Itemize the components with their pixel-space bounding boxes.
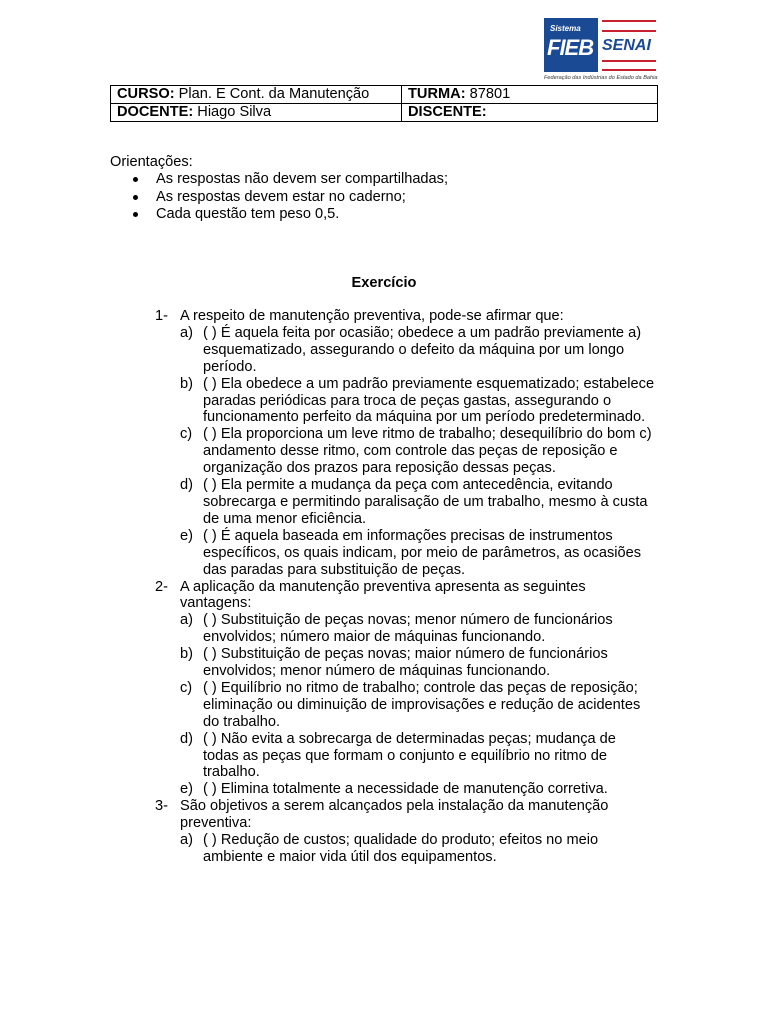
curso-label: CURSO: bbox=[117, 86, 175, 102]
question-number: 3- bbox=[155, 798, 168, 815]
question-3 bbox=[155, 798, 655, 866]
option-text: ( ) É aquela baseada em informações precisas de instrumentos específicos, os quais indicam, por meio de parâmetros, as ocasiões das paradas para substituição de peças. bbox=[203, 527, 642, 578]
option-text: ( ) Não evita a sobrecarga de determinadas peças; mudança de todas as peças que formam o conjunto e equilíbrio no ritmo de trabalho. bbox=[203, 730, 616, 781]
option-letter: e) bbox=[180, 527, 193, 544]
logo-stripe bbox=[602, 20, 656, 22]
option-item bbox=[155, 477, 655, 528]
logo-stripe bbox=[602, 30, 656, 32]
logo-fieb-text: FIEB bbox=[547, 35, 594, 60]
logo-stripe bbox=[602, 60, 656, 62]
option-text: ( ) Ela proporciona um leve ritmo de trabalho; desequilíbrio do bom c) andamento desse ritmo, com controle das peças de reposição e organização dos prazos para reposição dessas peças. bbox=[203, 426, 652, 477]
option-item bbox=[155, 325, 655, 376]
option-letter: c) bbox=[180, 426, 193, 443]
curso-cell bbox=[111, 86, 402, 104]
option-item bbox=[155, 646, 655, 680]
option-text: ( ) É aquela feita por ocasião; obedece a um padrão previamente a) esquematizado, assegurando o defeito da máquina por um longo período. bbox=[203, 324, 642, 375]
question-header bbox=[155, 308, 655, 325]
logo-senai-text: SENAI bbox=[602, 37, 651, 54]
option-item bbox=[155, 528, 655, 579]
option-letter: a) bbox=[180, 832, 193, 849]
logo-stripe bbox=[602, 69, 656, 71]
option-text: ( ) Redução de custos; qualidade do produto; efeitos no meio ambiente e maior vida útil dos equipamentos. bbox=[203, 832, 599, 865]
option-letter: b) bbox=[180, 646, 193, 663]
fieb-logo-block bbox=[544, 18, 598, 72]
option-letter: a) bbox=[180, 324, 193, 341]
docente-label: DOCENTE: bbox=[117, 104, 194, 120]
discente-label: DISCENTE: bbox=[408, 104, 487, 120]
option-item bbox=[155, 612, 655, 646]
option-item bbox=[155, 731, 655, 782]
orientacoes-item: As respostas devem estar no caderno; bbox=[110, 189, 448, 207]
option-item bbox=[155, 376, 655, 427]
option-letter: d) bbox=[180, 477, 193, 494]
header-row bbox=[111, 86, 658, 104]
discente-cell bbox=[402, 104, 658, 122]
orientacoes-list bbox=[110, 171, 448, 224]
option-text: ( ) Ela obedece a um padrão previamente esquematizado; estabelece paradas periódicas para troca de peças gastas, assegurando o funcionamento perfeito da máquina por um período predeterminado. bbox=[203, 375, 655, 426]
option-item bbox=[155, 680, 655, 731]
orientacoes-section bbox=[110, 154, 448, 224]
header-row bbox=[111, 104, 658, 122]
option-text: ( ) Equilíbrio no ritmo de trabalho; controle das peças de reposição; eliminação ou diminuição de improvisações e redução de acidentes do trabalho. bbox=[203, 679, 641, 730]
logo-sistema-text: Sistema bbox=[550, 24, 581, 33]
option-text: ( ) Ela permite a mudança da peça com antecedência, evitando sobrecarga e permitindo paralisação de um trabalho, mesmo à custa de uma menor eficiência. bbox=[203, 477, 648, 527]
option-item bbox=[155, 781, 655, 798]
question-number: 2- bbox=[155, 578, 168, 595]
docente-value: Hiago Silva bbox=[193, 104, 272, 120]
option-item bbox=[155, 426, 655, 477]
questions-list bbox=[155, 308, 655, 866]
orientacoes-item: Cada questão tem peso 0,5. bbox=[110, 206, 448, 224]
option-letter: c) bbox=[180, 679, 193, 696]
question-text: A respeito de manutenção preventiva, pode-se afirmar que: bbox=[180, 308, 564, 324]
question-text: São objetivos a serem alcançados pela instalação da manutenção preventiva: bbox=[180, 798, 609, 832]
question-2 bbox=[155, 579, 655, 799]
option-letter: b) bbox=[180, 375, 193, 392]
fieb-senai-logo bbox=[544, 18, 656, 86]
option-letter: e) bbox=[180, 781, 193, 798]
turma-cell bbox=[402, 86, 658, 104]
turma-value: 87801 bbox=[465, 86, 511, 102]
senai-logo-block bbox=[602, 18, 656, 72]
question-1 bbox=[155, 308, 655, 579]
curso-value: Plan. E Cont. da Manutenção bbox=[174, 86, 370, 102]
logo-federacao-text: Federação das Indústrias do Estado da Bahia bbox=[544, 75, 658, 81]
orientacoes-item: As respostas não devem ser compartilhadas; bbox=[110, 171, 448, 189]
option-item bbox=[155, 832, 655, 866]
question-header bbox=[155, 798, 655, 832]
docente-cell bbox=[111, 104, 402, 122]
question-text: A aplicação da manutenção preventiva apresenta as seguintes vantagens: bbox=[180, 578, 586, 612]
question-number: 1- bbox=[155, 308, 168, 324]
header-table bbox=[110, 85, 658, 122]
exercise-title: Exercício bbox=[351, 275, 417, 291]
question-header bbox=[155, 579, 655, 613]
option-letter: a) bbox=[180, 612, 193, 629]
turma-label: TURMA: bbox=[408, 86, 466, 102]
option-letter: d) bbox=[180, 730, 193, 747]
option-text: ( ) Substituição de peças novas; maior número de funcionários envolvidos; menor número de máquinas funcionando. bbox=[203, 646, 608, 680]
orientacoes-title: Orientações: bbox=[110, 154, 193, 170]
option-text: ( ) Substituição de peças novas; menor número de funcionários envolvidos; número maior de máquinas funcionando. bbox=[203, 612, 613, 646]
option-text: ( ) Elimina totalmente a necessidade de manutenção corretiva. bbox=[203, 781, 608, 798]
